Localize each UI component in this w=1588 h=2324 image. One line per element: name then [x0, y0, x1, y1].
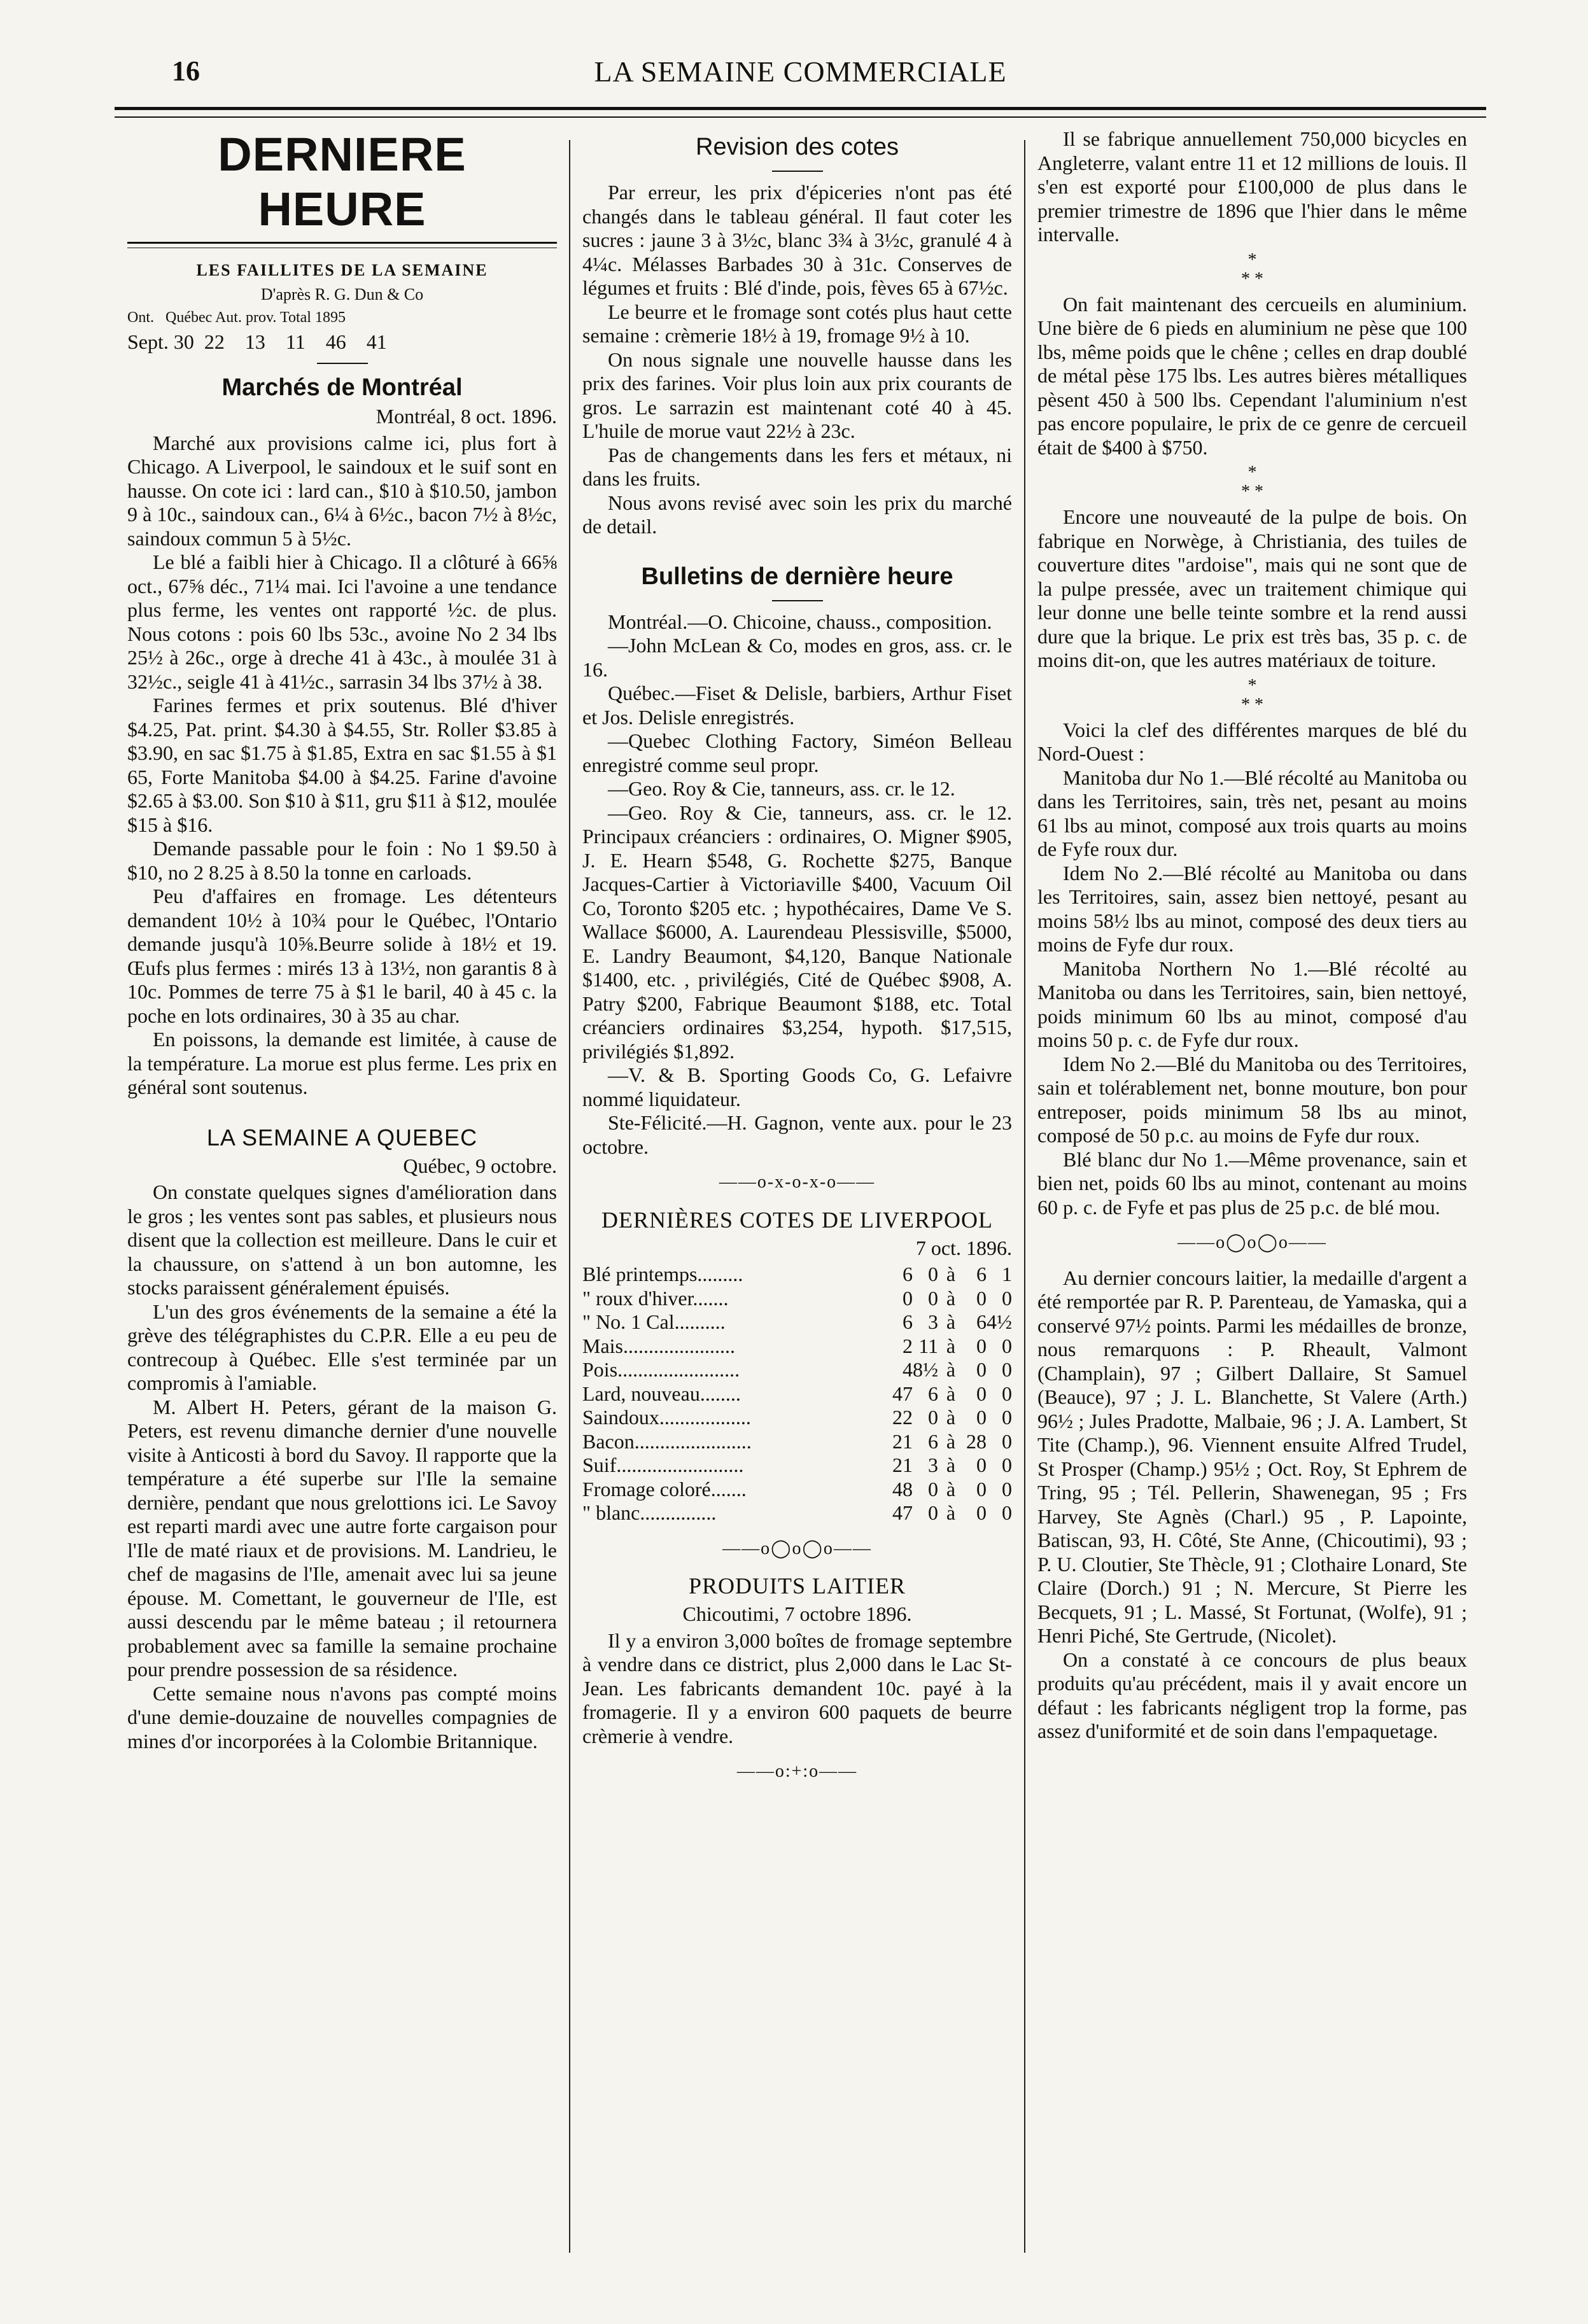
paragraph: —Quebec Clothing Factory, Siméon Belleau enregistré comme seul propr.	[582, 729, 1012, 776]
column-divider	[569, 140, 570, 2253]
separator: ——o-x-o-x-o——	[719, 1172, 876, 1192]
price-cell: 6	[976, 1263, 987, 1285]
paragraph: L'un des gros événements de la semaine a été la grève des télégraphistes du C.P.R. Elle a eu peu de contrecoup à Québec. Elle s'est terminée par un compromis à l'amiable.	[127, 1299, 557, 1394]
price-cell: 0	[976, 1358, 987, 1381]
price-cell: 0	[928, 1501, 938, 1524]
page-header	[115, 51, 1486, 95]
price-cell: 4	[903, 1358, 913, 1381]
price-cell: 0	[976, 1334, 987, 1357]
price-row	[582, 1358, 1012, 1382]
price-cell: 6	[903, 1263, 913, 1285]
price-cell: 0	[928, 1263, 938, 1285]
price-row	[582, 1478, 1012, 1502]
price-row	[582, 1382, 1012, 1406]
price-cell: 22	[892, 1406, 913, 1429]
price-cell: 0	[1002, 1358, 1012, 1381]
spacer	[127, 1100, 557, 1117]
paragraph: —Geo. Roy & Cie, tanneurs, ass. cr. le 12.	[608, 777, 955, 800]
paragraph: En poissons, la demande est limitée, à cause de la température. La morue est plus ferme. Les prix en général sont soutenus.	[127, 1028, 557, 1098]
price-cell: 3	[928, 1453, 938, 1476]
price-row	[582, 1501, 1012, 1525]
price-cell: Pois........................	[582, 1358, 740, 1381]
dateline: Québec, 9 octobre.	[403, 1154, 557, 1177]
paragraph: —V. & B. Sporting Goods Co, G. Lefaivre nommé liquidateur.	[582, 1063, 1012, 1110]
price-cell: Bacon.......................	[582, 1429, 752, 1453]
price-cell: 0	[1002, 1286, 1012, 1310]
dateline: Montréal, 8 oct. 1896.	[376, 405, 557, 428]
paragraph: Demande passable pour le foin : No 1 $9.50 à $10, no 2 8.25 à 8.50 la tonne en carloads.	[127, 837, 557, 884]
price-cell: 0	[1002, 1382, 1012, 1405]
page-number: 16	[172, 55, 200, 87]
paragraph: —John McLean & Co, modes en gros, ass. cr. le 16.	[582, 634, 1012, 681]
price-cell: à	[946, 1477, 956, 1501]
price-row	[582, 1406, 1012, 1430]
price-cell: 0	[903, 1286, 913, 1310]
price-cell: " No. 1 Cal..........	[582, 1310, 726, 1333]
price-cell: 0	[1002, 1406, 1012, 1429]
paragraph: Ste-Félicité.—H. Gagnon, vente aux. pour le 23 octobre.	[582, 1111, 1012, 1158]
price-cell: 0	[1002, 1477, 1012, 1501]
column-1	[127, 127, 557, 2253]
section-title-revision: Revision des cotes	[696, 134, 899, 160]
price-cell: 6	[903, 1310, 913, 1333]
price-row	[582, 1430, 1012, 1454]
price-cell: 47	[892, 1382, 913, 1405]
dateline: 7 oct. 1896.	[915, 1236, 1012, 1259]
price-cell: 0	[928, 1286, 938, 1310]
paragraph: Peu d'affaires en fromage. Les détenteurs demandent 10½ à 10¾ pour le Québec, l'Ontario demande jusqu'à 10⅝.Beurre solide à 18½ et 19. Œufs plus fermes : mirés 13 à 13½, non garantis 8 à 10c. Pommes de terre 75 à $1 le baril, 40 à 45 c. la poche en lots ordinaires, 30 à 35 au char.	[127, 885, 557, 1027]
price-cell: 0	[976, 1501, 987, 1524]
price-cell: 11	[918, 1334, 938, 1357]
asterism: * * *	[1241, 675, 1263, 715]
paragraph: M. Albert H. Peters, gérant de la maison G. Peters, est revenu dimanche dernier d'une nouvelle visite à Anticosti à bord du Savoy. Il rapporte que la température a été superbe sur l'Ile la semaine dernière, pendant que nous grelottions ici. Le Savoy est reparti mardi avec une autre forte cargaison pour l'Ile de maté riaux et de provisions. M. Landrieu, le chef de magasins de l'Ile, amenait avec lui sa jeune épouse. M. Comettant, le gouverneur de l'Ile, est aussi descendu par le même bateau ; il retournera probablement avec sa famille la semaine prochaine pour prendre possession de sa résidence.	[127, 1395, 557, 1681]
price-cell: à	[946, 1429, 956, 1453]
price-cell: à	[946, 1406, 956, 1429]
section-title-marches: Marchés de Montréal	[221, 374, 463, 401]
price-cell: 48	[892, 1477, 913, 1501]
section-title-quebec: LA SEMAINE A QUEBEC	[206, 1124, 478, 1151]
price-cell: 0	[1002, 1453, 1012, 1476]
short-rule	[317, 363, 368, 364]
price-cell: 0	[1002, 1334, 1012, 1357]
price-cell: 0	[976, 1286, 987, 1310]
price-row	[582, 1263, 1012, 1287]
paragraph: Voici la clef des différentes marques de blé du Nord-Ouest :	[1037, 718, 1467, 765]
paragraph: Le blé a faibli hier à Chicago. Il a clôturé à 66⅝ oct., 67⅝ déc., 71¼ mai. Ici l'avoine a une tendance plus ferme, les ventes ont rapporté ½c. de plus. Nous cotons : pois 60 lbs 53c., avoine No 2 34 lbs 25½ à 26c., orge à dreche 41 à 43c., à moulée 31 à 32½c., seigle 41 à 41½c., sarrasin 34 lbs 37½ à 38.	[127, 550, 557, 693]
header-rule	[115, 107, 1486, 118]
price-cell: 6	[928, 1382, 938, 1405]
price-cell: 1	[1002, 1263, 1012, 1285]
asterism: * * *	[1241, 249, 1263, 289]
price-cell: à	[946, 1334, 956, 1357]
price-cell: à	[946, 1382, 956, 1405]
price-cell: à	[946, 1286, 956, 1310]
paragraph: Montréal.—O. Chicoine, chauss., composition.	[608, 610, 992, 633]
journal-title: LA SEMAINE COMMERCIALE	[594, 55, 1007, 88]
price-row	[582, 1334, 1012, 1359]
price-cell: 3	[928, 1310, 938, 1333]
paragraph: Encore une nouveauté de la pulpe de bois. On fabrique en Norwège, à Christiania, des tuiles de couverture dites "ardoise", mais qui ne sont que de la pulpe pressée, avec un traitement chimique qui leur donne une belle teinte sombre et la rend aussi dure que la brique. Le prix est très bas, 35 p. c. de moins dit-on, que les autres matériaux de toiture.	[1037, 505, 1467, 671]
paragraph: Au dernier concours laitier, la medaille d'argent a été remportée par R. P. Parenteau, de Yamaska, qui a conservé 97½ points. Parmi les médailles de bronze, nous remarquons : P. Rheault, Valmont (Champlain), 97 ; Gilbert Dallaire, St Samuel (Beauce), 97 ; J. L. Blanchette, St Valere (Arth.) 96½ ; Jules Pradotte, Malbaie, 96 ; J. A. Lambert, St Tite (Champ.), 96. Viennent ensuite Alfred Trudel, St Prosper (Champ.) 95½ ; Oct. Roy, St Ephrem de Tring, 95 ; Tél. Pellerin, Shawenegan, 95 ; Frs Harvey, Ste Agnès (Charl.) 95 , P. Lapointe, Batiscan, 93, H. Côté, Ste Anne, (Chicoutimi), 93 ; P. U. Cloutier, Ste Thècle, 91 ; Clothaire Lonard, Ste Claire (Dorch.) 91 ; N. Mercure, St Pierre les Becquets, 91 ; L. Massé, St Fortunat, (Wolfe), 91 ; Henri Piché, Ste Gertrude, (Nicolet).	[1037, 1266, 1467, 1647]
price-cell: 8½	[913, 1358, 938, 1381]
paragraph: Pas de changements dans les fers et métaux, ni dans les fruits.	[582, 443, 1012, 490]
paragraph: On fait maintenant des cercueils en aluminium. Une bière de 6 pieds en aluminium ne pèse que 100 lbs, même poids que le chêne ; celles en drap doublé de métal pèse 175 lbs. Les autres bières métalliques pèsent 450 à 500 lbs. Cependant l'aluminium n'est pas encore populaire, le prix de ce genre de cercueil était de $400 à $750.	[1037, 292, 1467, 459]
column-divider	[1024, 140, 1025, 2253]
price-cell: à	[946, 1358, 956, 1381]
paragraph: Il y a environ 3,000 boîtes de fromage septembre à vendre dans ce district, plus 2,000 dans le Lac St-Jean. Les fabricants demandent 10c. payé à la fromagerie. Il y a environ 600 paquets de beurre crèmerie à vendre.	[582, 1628, 1012, 1747]
paragraph: Idem No 2.—Blé du Manitoba ou des Territoires, sain et tolérablement net, bonne mouture, bon pour entreposer, poids minimum 58 lbs au minot, composé de 50 p.c. au moins de Fyfe dur roux.	[1037, 1052, 1467, 1147]
price-cell: 0	[976, 1477, 987, 1501]
headline: DERNIERE HEURE	[218, 128, 467, 235]
price-cell: 2	[903, 1334, 913, 1357]
section-title-liverpool: DERNIÈRES COTES DE LIVERPOOL	[601, 1207, 993, 1233]
dateline: Chicoutimi, 7 octobre 1896.	[682, 1602, 912, 1625]
asterism: * * *	[1241, 463, 1263, 501]
spacer	[582, 539, 1012, 557]
price-cell: 0	[928, 1406, 938, 1429]
paragraph: Cette semaine nous n'avons pas compté moins d'une demie-douzaine de nouvelles compagnies de mines d'or incorporées à la Colombie Britannique.	[127, 1681, 557, 1753]
price-cell: Mais......................	[582, 1334, 735, 1357]
price-cell: 0	[976, 1406, 987, 1429]
price-cell: Suif.........................	[582, 1453, 744, 1476]
price-cell: Lard, nouveau........	[582, 1382, 741, 1405]
separator: ——o◯o◯o——	[722, 1538, 872, 1558]
paragraph: Le beurre et le fromage sont cotés plus haut cette semaine : crèmerie 18½ à 19, fromage 9½ à 10.	[582, 300, 1012, 347]
paragraph: On nous signale une nouvelle hausse dans les prix des farines. Voir plus loin aux prix courants de gros. Le sarrazin est maintenant coté 40 à 45. L'huile de morue vaut 22½ à 23c.	[582, 347, 1012, 442]
paragraph: Québec.—Fiset & Delisle, barbiers, Arthur Fiset et Jos. Delisle enregistrés.	[582, 682, 1012, 729]
price-row	[582, 1310, 1012, 1334]
paragraph: On constate quelques signes d'amélioration dans le gros ; les ventes sont pas sables, et plusieurs nous disent que la collection est meilleure. Dans le cuir et la chaussure, on s'attend à un bon automne, les stocks paraissent généralement épuisés.	[127, 1180, 557, 1299]
price-cell: 4½	[987, 1310, 1012, 1333]
price-cell: Fromage coloré.......	[582, 1477, 747, 1501]
paragraph: Il se fabrique annuellement 750,000 bicycles en Angleterre, valant entre 11 et 12 millions de louis. Il s'en est exporté pour £100,000 de plus dans le premier trimestre de 1896 que l'hier dans le même intervalle.	[1037, 127, 1467, 246]
price-cell: à	[946, 1453, 956, 1476]
paragraph: Par erreur, les prix d'épiceries n'ont pas été changés dans le tableau général. Il faut coter les sucres : jaune 3 à 3½c, blanc 3¾ à 3½c, granulé 4 à 4¼c. Mélasses Barbades 30 à 31c. Conserves de légumes et fruits : Blé d'inde, pois, fèves 65 à 67½c.	[582, 181, 1012, 299]
double-rule	[127, 242, 557, 248]
price-cell: 6	[928, 1429, 938, 1453]
price-cell: 6	[976, 1310, 987, 1333]
paragraph: Manitoba dur No 1.—Blé récolté au Manitoba ou dans les Territoires, sain, très net, pesant au moins 61 lbs au minot, composé aux trois quarts au moins de Fyfe roux dur.	[1037, 766, 1467, 860]
price-cell: 0	[1002, 1429, 1012, 1453]
columns	[127, 127, 1489, 2253]
paragraph: On a constaté à ce concours de plus beaux produits qu'au précédent, mais il y avait encore un défaut : les fabricants négligent trop la forme, pas assez d'uniformité et de soin dans l'empaquetage.	[1037, 1648, 1467, 1742]
column-3	[1037, 127, 1467, 2253]
price-cell: Blé printemps.........	[582, 1263, 743, 1285]
price-cell: à	[946, 1263, 956, 1285]
paragraph: —Geo. Roy & Cie, tanneurs, ass. cr. le 12. Principaux créanciers : ordinaires, O. Migner $905, J. E. Hearn $548, G. Rochette $275, Banque Jacques-Cartier à Victoriaville $400, Vacuum Oil Co, Toronto $205 etc. ; hypothécaires, Dame Ve S. Wallace $6000, A. Laurendeau Plessisville, $5000, E. Landry Beaumont, $4,120, Banque Nationale $1400, etc. , privilégiés, Cité de Québec $908, A. Patry $200, Fabrique Beaumont $188, etc. Total créanciers ordinaires $3,254, hypoth. $17,515, privilégiés $1,892.	[582, 801, 1012, 1063]
paragraph: Idem No 2.—Blé récolté au Manitoba ou dans les Territoires, sain, assez bien nettoyé, pesant au moins 58½ lbs au minot, composé des deux tiers au moins de Fyfe dur roux.	[1037, 861, 1467, 956]
price-cell: 0	[976, 1453, 987, 1476]
separator: ——o◯o◯o——	[1177, 1233, 1327, 1252]
price-cell: 21	[892, 1453, 913, 1476]
column-2	[582, 127, 1012, 2253]
price-cell: à	[946, 1501, 956, 1524]
short-rule	[772, 171, 823, 172]
paragraph: Manitoba Northern No 1.—Blé récolté au Manitoba ou dans les Territoires, sain, bien nettoyé, poids minimum 60 lbs au minot, composé d'au moins 50 p. c. de Fyfe dur roux.	[1037, 956, 1467, 1051]
price-cell: 0	[1002, 1501, 1012, 1524]
price-cell: 0	[928, 1477, 938, 1501]
price-cell: Saindoux..................	[582, 1406, 751, 1429]
price-cell: 28	[966, 1429, 987, 1453]
price-cell: 21	[892, 1429, 913, 1453]
faillites-title: LES FAILLITES DE LA SEMAINE	[196, 261, 488, 279]
paragraph: Nous avons revisé avec soin les prix du marché de detail.	[582, 491, 1012, 538]
price-cell: " roux d'hiver.......	[582, 1286, 729, 1310]
short-rule	[772, 600, 823, 601]
price-cell: 0	[976, 1382, 987, 1405]
faillites-table-header: Ont. Québec Aut. prov. Total 1895	[127, 309, 346, 326]
section-title-produits: PRODUITS LAITIER	[689, 1573, 906, 1599]
price-cell: à	[946, 1310, 956, 1333]
price-cell: 47	[892, 1501, 913, 1524]
price-row	[582, 1287, 1012, 1311]
separator: ——o:+:o——	[736, 1761, 858, 1781]
faillites-source: D'après R. G. Dun & Co	[260, 284, 424, 304]
paragraph: Marché aux provisions calme ici, plus fort à Chicago. A Liverpool, le saindoux et le suif sont en hausse. On cote ici : lard can., $10 à $10.50, jambon 9 à 10c., saindoux can., 6¼ à 6½c., bacon 7½ à 8½c, saindoux commun 5 à 5½c.	[127, 431, 557, 550]
liverpool-price-table	[582, 1263, 1012, 1525]
section-title-bulletins: Bulletins de dernière heure	[641, 563, 953, 590]
paragraph: Blé blanc dur No 1.—Même provenance, sain et bien net, poids 60 lbs au minot, contenant au moins 60 p. c. de Fyfe et pas plus de 25 p.c. de blé mou.	[1037, 1147, 1467, 1219]
price-row	[582, 1453, 1012, 1478]
price-cell: " blanc...............	[582, 1501, 717, 1524]
faillites-table-row: Sept. 30 22 13 11 46 41	[127, 330, 387, 353]
paragraph: Farines fermes et prix soutenus. Blé d'hiver $4.25, Pat. print. $4.30 à $4.55, Str. Roller $3.85 à $3.90, en sac $1.75 à $1.85, Extra en sac $1.55 à $1 65, Forte Manitoba $4.00 à $4.25. Farine d'avoine $2.65 à $3.00. Son $10 à $11, gru $11 à $12, moulée $15 à $16.	[127, 694, 557, 836]
